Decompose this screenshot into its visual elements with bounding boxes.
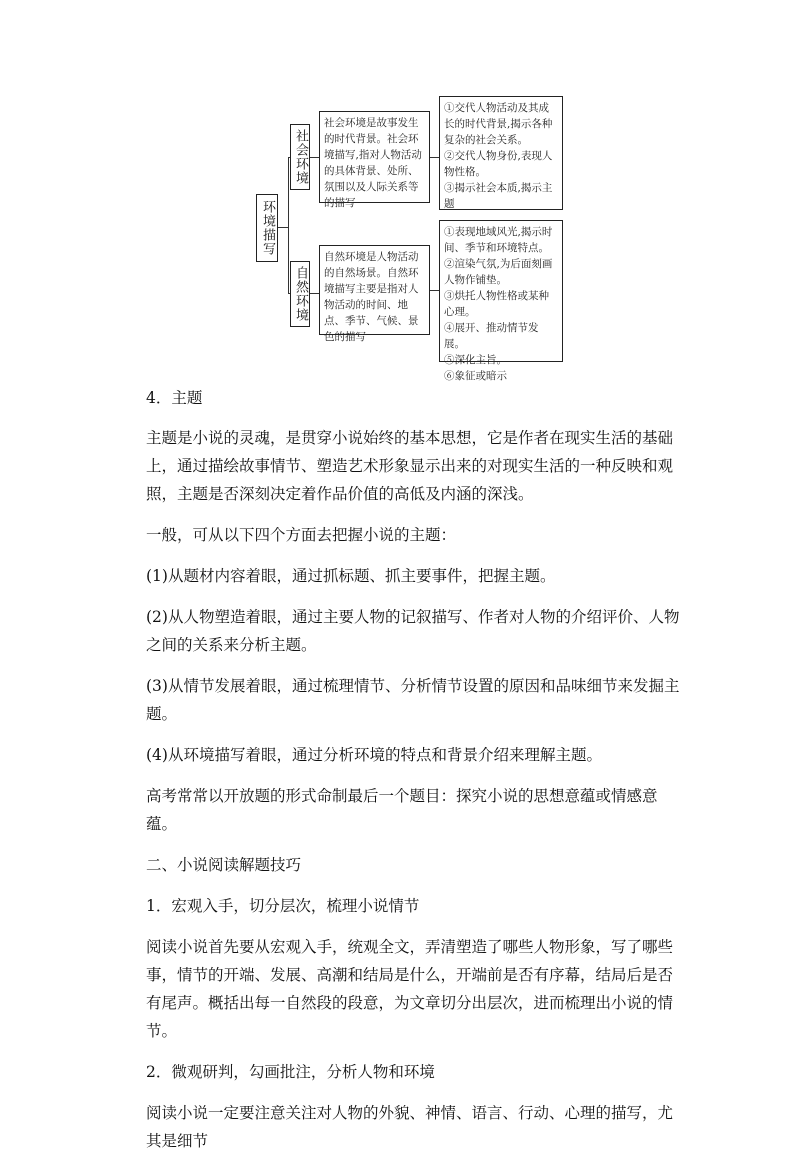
- paragraph: (4)从环境描写着眼，通过分析环境的特点和背景介绍来理解主题。: [146, 746, 602, 764]
- branch-social-description: 社会环境是故事发生的时代背景。社会环境描写,指对人物活动的具体背景、处所、氛围以及人际关系等的描写: [319, 111, 430, 203]
- paragraph: (3)从情节发展着眼，通过梳理情节、分析情节设置的原因和品味细节来发掘主题。: [146, 677, 680, 723]
- list-item: ③烘托人物性格或某种心理。: [444, 290, 549, 318]
- diagram-root-box: [256, 194, 278, 262]
- subheading: 2．微观研判，勾画批注，分析人物和环境: [146, 1063, 435, 1081]
- branch-natural-label: 自然环境: [293, 266, 308, 322]
- connector: [430, 290, 439, 291]
- paragraph: 阅读小说一定要注意关注对人物的外貌、神情、语言、行动、心理的描写，尤其是细节: [146, 1104, 674, 1150]
- list-item: ④展开、推动情节发展。: [444, 322, 539, 350]
- heading-theme: 4．主题: [146, 389, 203, 407]
- paragraph: (1)从题材内容着眼，通过抓标题、抓主要事件，把握主题。: [146, 567, 556, 585]
- list-item: ②交代人物身份,表现人物性格。: [444, 150, 553, 178]
- paragraph: 高考常常以开放题的形式命制最后一个题目：探究小说的思想意蕴或情感意蕴。: [146, 787, 658, 833]
- subheading: 1．宏观入手，切分层次，梳理小说情节: [146, 897, 420, 915]
- branch-natural-functions: [439, 220, 563, 382]
- branch-natural-label-box: [290, 261, 310, 327]
- connector: [278, 227, 288, 228]
- list-item: ⑤深化主旨。: [444, 354, 507, 366]
- connector: [430, 157, 439, 158]
- list-item: ⑥象征或暗示: [444, 370, 507, 382]
- list-item: ①交代人物活动及其成长的时代背景,揭示各种复杂的社会关系。: [444, 102, 553, 146]
- paragraph: 阅读小说首先要从宏观入手，统观全文，弄清塑造了哪些人物形象，写了哪些事，情节的开端、发展、高潮和结局是什么，开端前是否有序幕，结局后是否有尾声。概括出每一自然段的段意，为文章切分出层次，进而梳理出小说的情节。: [146, 938, 674, 1040]
- branch-social-label-box: [290, 124, 310, 190]
- list-item: ②渲染气氛,为后面刻画人物作铺垫。: [444, 258, 553, 286]
- list-item: ①表现地域风光,揭示时间、季节和环境特点。: [444, 226, 553, 254]
- document-body: [146, 384, 686, 1155]
- diagram-root-label: 环境描写: [260, 200, 275, 256]
- section-heading: 二、小说阅读解题技巧: [146, 856, 302, 874]
- paragraph: 主题是小说的灵魂，是贯穿小说始终的基本思想，它是作者在现实生活的基础上，通过描绘故事情节、塑造艺术形象显示出来的对现实生活的一种反映和观照，主题是否深刻决定着作品价值的高低及内涵的深浅。: [146, 429, 674, 503]
- paragraph: (2)从人物塑造着眼，通过主要人物的记叙描写、作者对人物的介绍评价、人物之间的关系来分析主题。: [146, 608, 680, 654]
- paragraph: 一般，可从以下四个方面去把握小说的主题：: [146, 526, 457, 544]
- list-item: ③揭示社会本质,揭示主题: [444, 182, 553, 210]
- environment-description-diagram: [0, 0, 794, 382]
- branch-natural-description: 自然环境是人物活动的自然场景。自然环境描写主要是指对人物活动的时间、地点、季节、气候、景色的描写: [319, 245, 430, 335]
- branch-social-label: 社会环境: [293, 129, 308, 185]
- branch-social-functions: [439, 96, 563, 210]
- connector: [310, 293, 319, 294]
- connector: [288, 157, 289, 294]
- connector: [310, 157, 319, 158]
